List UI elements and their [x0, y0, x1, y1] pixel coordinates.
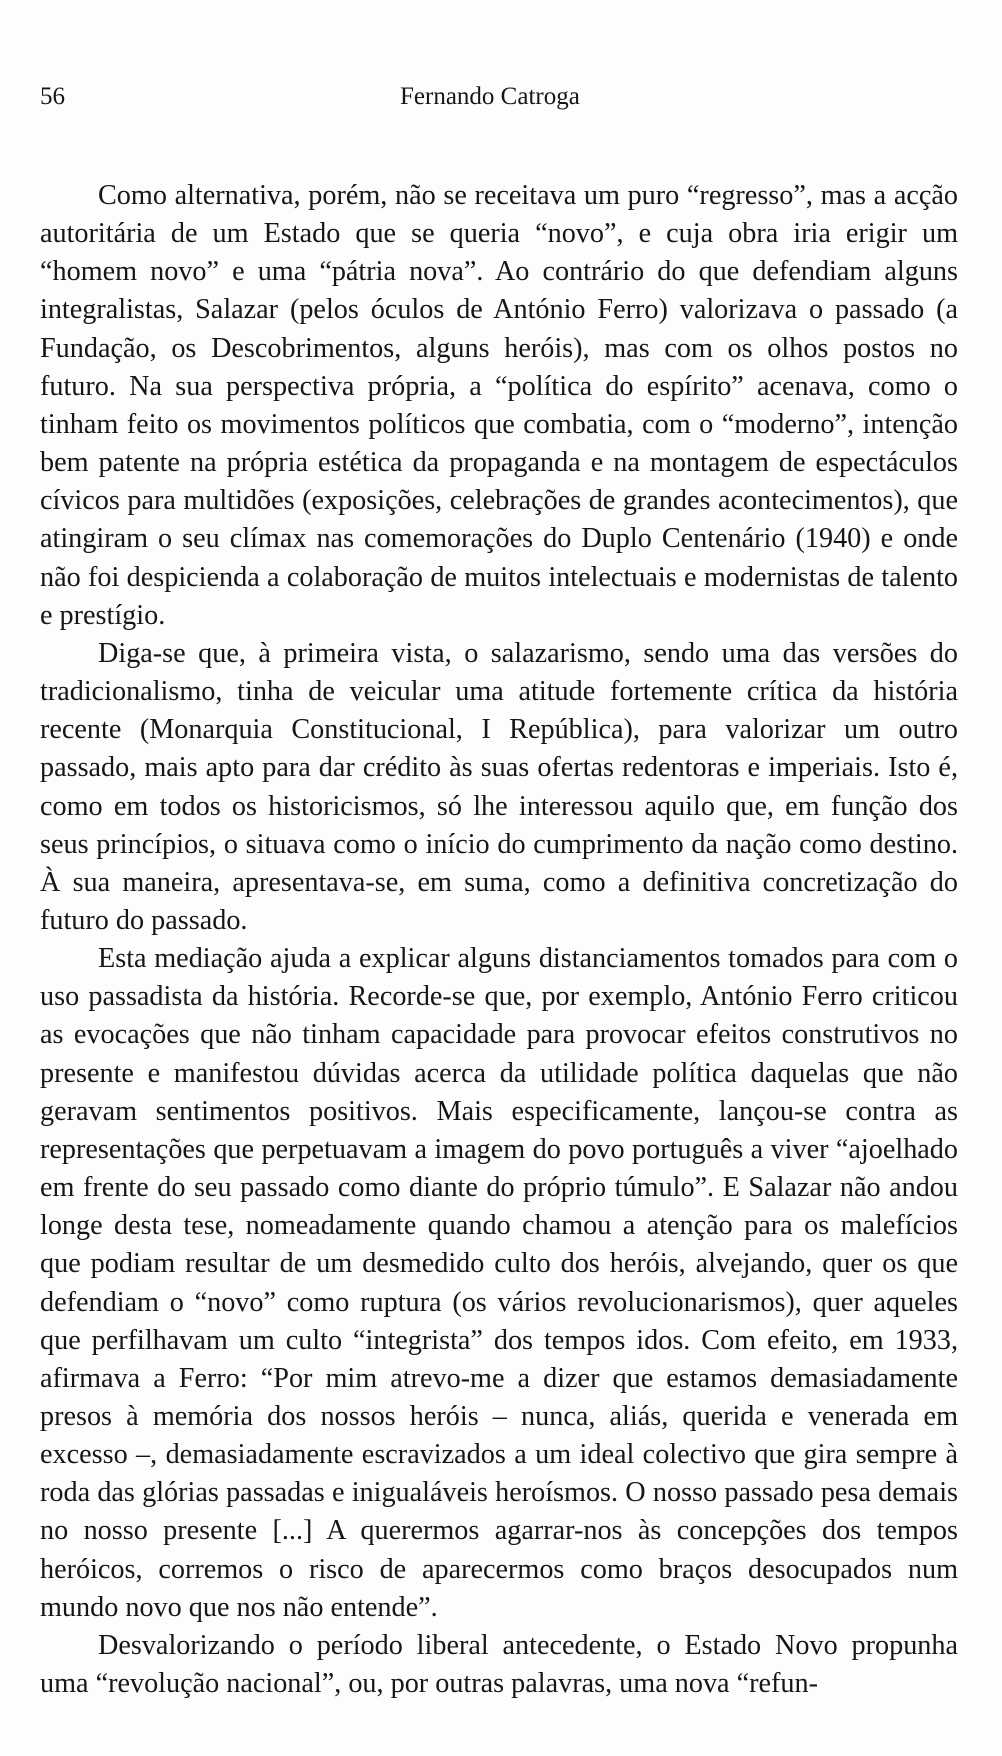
page-number: 56 [40, 83, 65, 110]
paragraph: Como alternativa, porém, não se receitava um puro “regresso”, mas a acção autoritária de um Estado que se queria “novo”, e cuja obra iria erigir um “homem novo” e uma “pátria nova”. Ao contrário do que defendiam alguns integralistas, Salazar (pelos óculos de António Ferro) valorizava o passado (a Fundação, os Descobrimentos, alguns heróis), mas com os olhos postos no futuro. Na sua perspectiva própria, a “política do espírito” acenava, como o tinham feito os movimentos políticos que combatia, com o “moderno”, intenção bem patente na própria estética da propaganda e na montagem de espectáculos cívicos para multidões (exposições, celebrações de grandes acontecimentos), que atingiram o seu clímax nas comemorações do Duplo Centenário (1940) e onde não foi despicienda a colaboração de muitos intelectuais e modernistas de talento e prestígio. [40, 180, 958, 631]
running-head [40, 80, 962, 114]
running-title: Fernando Catroga [400, 83, 580, 110]
body-text [40, 177, 958, 1703]
paragraph: Desvalorizando o período liberal antecedente, o Estado Novo propunha uma “revolução nacional”, ou, por outras palavras, uma nova “refun- [40, 1629, 958, 1700]
paragraph: Diga-se que, à primeira vista, o salazarismo, sendo uma das versões do tradicionalismo, tinha de veicular uma atitude fortemente crítica da história recente (Monarquia Constitucional, I República), para valorizar um outro passado, mais apto para dar crédito às suas ofertas redentoras e imperiais. Isto é, como em todos os historicismos, só lhe interessou aquilo que, em função dos seus princípios, o situava como o início do cumprimento da nação como destino. À sua maneira, apresentava-se, em suma, como a definitiva concretização do futuro do passado. [40, 637, 958, 936]
paragraph: Esta mediação ajuda a explicar alguns distanciamentos tomados para com o uso passadista da história. Recorde-se que, por exemplo, António Ferro criticou as evocações que não tinham capacidade para provocar efeitos construtivos no presente e manifestou dúvidas acerca da utilidade política daquelas que não geravam sentimentos positivos. Mais especificamente, lançou-se contra as representações que perpetuavam a imagem do povo português a viver “ajoelhado em frente do seu passado como diante do próprio túmulo”. E Salazar não andou longe desta tese, nomeadamente quando chamou a atenção para os malefícios que podiam resultar de um desmedido culto dos heróis, alvejando, quer os que defendiam o “novo” como ruptura (os vários revolucionarismos), quer aqueles que perfilhavam um culto “integrista” dos tempos idos. Com efeito, em 1933, afirmava a Ferro: “Por mim atrevo-me a dizer que estamos demasiadamente presos à memória dos nossos heróis – nunca, aliás, querida e venerada em excesso –, demasiadamente escravizados a um ideal colectivo que gira sempre à roda das glórias passadas e inigualáveis heroísmos. O nosso passado pesa demais no nosso presente [...] A querermos agarrar-nos às concepções dos tempos heróicos, corremos o risco de aparecermos como braços desocupados num mundo novo que nos não entende”. [40, 943, 958, 1623]
